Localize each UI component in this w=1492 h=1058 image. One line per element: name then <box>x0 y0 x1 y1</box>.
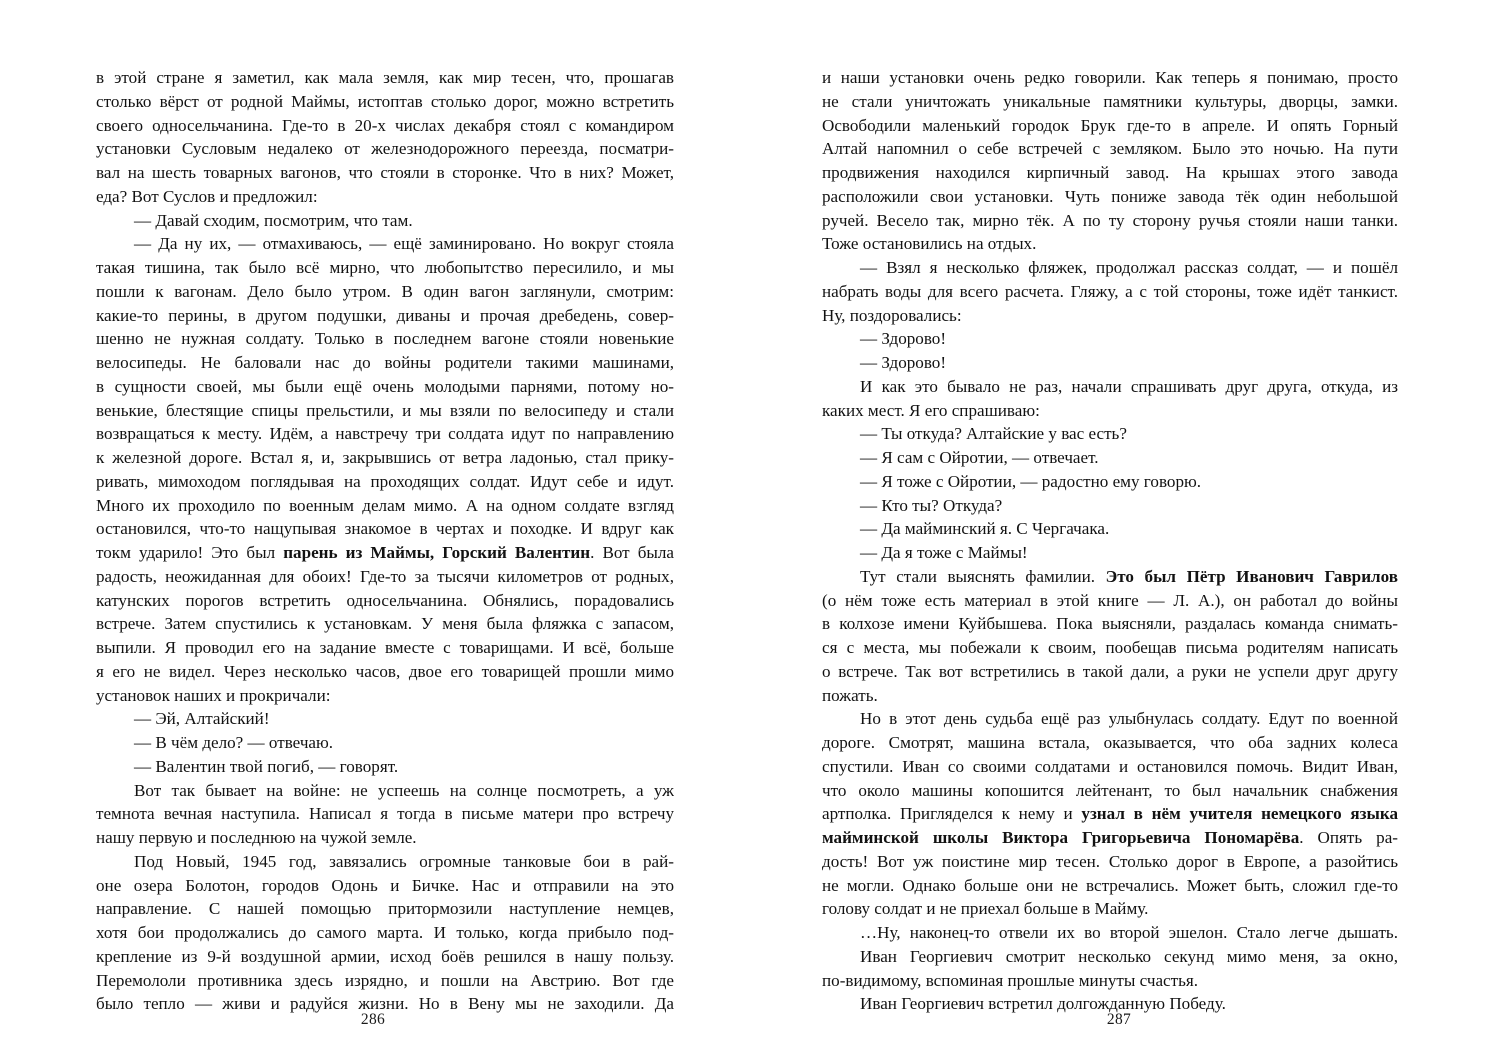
text-line: установки Сусловым недалеко от железнодорожного переезда, посматри- <box>96 139 674 159</box>
highlighted-name: парень из Маймы, Горский Валентин <box>283 543 591 562</box>
dialogue-line: — Я тоже с Ойротии, — радостно ему говорю. <box>860 471 1202 491</box>
dialogue-line: — Здорово! <box>860 353 947 372</box>
text-line: не стали уничтожать уникальные памятники культуры, дворцы, замки. <box>822 91 1398 111</box>
text-line: спустили. Иван со своими солдатами и остановился помочь. Видит Иван, <box>822 756 1398 776</box>
text-line: пожать. <box>822 685 878 705</box>
dialogue-line: — Да майминский я. С Чергачака. <box>860 519 1110 539</box>
text-line: ручей. Весело так, мирно тёк. А по ту сторону ручья стояли наши танки. <box>822 210 1398 230</box>
text-line: голову солдат и не приехал больше в Майму. <box>822 899 1149 919</box>
text-line: ривать, мимоходом поглядывая на проходящих солдат. Идут себе и идут. <box>96 471 674 491</box>
text-line: что около машины копошится лейтенант, то был начальник снабжения <box>822 780 1398 800</box>
text-line: набрать воды для всего расчета. Гляжу, а с той стороны, тоже идёт танкист. <box>822 281 1398 301</box>
text-line: Но в этот день судьба ещё раз улыбнулась солдату. Едут по военной <box>860 709 1398 729</box>
text-line-with-bold-name <box>96 541 674 565</box>
text-line: встрече. Затем спустились к установкам. У меня была фляжка с запасом, <box>96 614 674 634</box>
text-line: крепление из 9-й воздушной армии, исход боёв решился в нашу пользу. <box>96 946 674 966</box>
text-line: ся с места, мы побежали к своим, пообещав письма родителям написать <box>822 638 1398 657</box>
text-line-with-bold-name <box>822 826 1398 850</box>
text-line: выпили. Я проводил его на задание вместе с товарищами. И всё, больше <box>96 638 674 657</box>
text-line: своего односельчанина. Где-то в 20-х числах декабря стоял с командиром <box>96 115 674 135</box>
text-line: продвижения находился кирпичный завод. На крышах этого завода <box>822 163 1398 182</box>
line-prefix: Тут стали выяснять фамилии. <box>860 566 1106 586</box>
text-line: и наши установки очень редко говорили. Как теперь я понимаю, просто <box>822 68 1398 87</box>
text-line: установок наших и прокричали: <box>96 685 331 705</box>
text-line: к железной дороге. Встал я, и, закрывшись от ветра ладонью, стал прику- <box>96 448 674 467</box>
text-line: венькие, блестящие спицы прельстили, и мы взяли по велосипеду и стали <box>96 400 674 420</box>
text-line: велосипеды. Не баловали нас до войны родители такими машинами, <box>96 353 674 372</box>
dialogue-line: — В чём дело? — отвечаю. <box>134 733 334 752</box>
text-line: (о нём тоже есть материал в этой книге — Л. А.), он работал до войны <box>822 590 1398 610</box>
text-line: темнота вечная наступила. Написал я тогда в письме матери про встречу <box>96 804 674 824</box>
text-line: Иван Георгиевич смотрит несколько секунд мимо меня, за окно, <box>860 946 1398 966</box>
text-line: не могли. Однако больше они не встречались. Может быть, сложил где-то <box>822 875 1398 895</box>
page-right <box>746 0 1492 1058</box>
text-line: еда? Вот Суслов и предложил: <box>96 186 318 206</box>
text-line: было тепло — живи и радуйся жизни. Но в Вену мы не заходили. Да <box>96 994 674 1014</box>
text-line: в сущности своей, мы были ещё очень молодыми парнями, потому но- <box>96 376 674 396</box>
text-line: Вот так бывает на войне: не успеешь на солнце посмотреть, а уж <box>134 780 674 800</box>
dialogue-line: — Валентин твой погиб, — говорят. <box>134 756 399 776</box>
text-line: Тоже остановились на отдых. <box>822 234 1037 254</box>
text-line: направление. С нашей помощью притормозили наступление немцев, <box>96 899 674 919</box>
text-line: по-видимому, вспоминая прошлые минуты счастья. <box>822 970 1199 990</box>
text-line-with-bold-name <box>822 802 1398 826</box>
dialogue-line: — Кто ты? Откуда? <box>860 495 1003 515</box>
text-line: возвращаться к месту. Идём, а навстречу три солдата идут по направлению <box>96 424 674 444</box>
dialogue-line: — Эй, Алтайский! <box>134 709 270 729</box>
text-line: расположили свои установки. Чуть пониже завода тёк один небольшой <box>822 186 1398 206</box>
highlighted-name: майминской школы Виктора Григорьевича Пономарёва <box>822 828 1300 847</box>
text-line: Перемололи противника здесь изрядно, и пошли на Австрию. Вот где <box>96 970 674 990</box>
text-line: дороге. Смотрят, машина встала, оказывается, что оба задних колеса <box>822 733 1398 752</box>
line-suffix: . Опять ра- <box>1299 828 1398 847</box>
text-line: И как это бывало не раз, начали спрашивать друг друга, откуда, из <box>860 376 1398 396</box>
text-line: нашу первую и последнюю на чужой земле. <box>96 828 417 847</box>
dialogue-line: — Да ну их, — отмахиваюсь, — ещё заминировано. Но вокруг стояла <box>134 234 674 254</box>
text-line: каких мест. Я его спрашиваю: <box>822 400 1040 420</box>
text-line: шенно не нужная солдату. Только в последнем вагоне стояли новенькие <box>96 329 674 349</box>
text-line: оне озера Болотон, городов Одонь и Бичке. Нас и отправили на это <box>96 875 674 895</box>
page-number-left: 286 <box>360 1011 386 1028</box>
text-line: о встрече. Так вот встретились в такой дали, а руки не успели друг другу <box>822 661 1398 681</box>
highlighted-name: Это был Пётр Иванович Гаврилов <box>1105 566 1398 586</box>
text-line: какие-то перины, в другом подушки, диваны и прочая дребедень, совер- <box>96 305 674 325</box>
text-line: остановился, что-то нащупывая знакомое в чертах и походке. И вдруг как <box>96 519 674 539</box>
text-line-with-bold-name <box>822 565 1398 589</box>
text-line: …Ну, наконец-то отвели их во второй эшелон. Стало легче дышать. <box>860 923 1398 942</box>
dialogue-line: — Давай сходим, посмотрим, что там. <box>134 210 413 230</box>
dialogue-line: — Я сам с Ойротии, — отвечает. <box>860 448 1099 467</box>
line-prefix: артполка. Пригляделся к нему и <box>822 804 1082 824</box>
dialogue-line: — Да я тоже с Маймы! <box>860 543 1028 562</box>
right-page-textblock <box>822 66 1398 1016</box>
text-line: Алтай напомнил о себе встречей с земляком. Было это ночью. На пути <box>822 139 1398 159</box>
text-line: Много их проходило по военным делам мимо. А на одном солдате взгляд <box>96 495 674 515</box>
text-line: радость, неожиданная для обоих! Где-то за тысячи километров от родных, <box>96 566 674 586</box>
line-suffix: . Вот была <box>590 543 675 562</box>
text-line: в этой стране я заметил, как мала земля, как мир тесен, что, прошагав <box>96 68 674 87</box>
text-line: хотя бои продолжались до самого марта. И только, когда прибыло под- <box>96 923 674 942</box>
text-line: катунских порогов встретить односельчанина. Обнялись, порадовались <box>96 590 674 610</box>
text-line: Освободили маленький городок Брук где-то в апреле. И опять Горный <box>822 115 1398 135</box>
dialogue-line: — Ты откуда? Алтайские у вас есть? <box>860 424 1127 444</box>
page-number-right: 287 <box>1106 1011 1132 1028</box>
dialogue-line: — Взял я несколько фляжек, продолжал рассказ солдат, — и пошёл <box>860 258 1398 277</box>
left-page-textblock <box>96 66 674 1016</box>
text-line: Иван Георгиевич встретил долгожданную Победу. <box>860 994 1226 1014</box>
dialogue-line: — Здорово! <box>860 329 947 349</box>
text-line: столько вёрст от родной Маймы, истоптав столько дорог, можно встретить <box>96 91 674 111</box>
line-prefix: токм ударило! Это был <box>96 543 284 562</box>
text-line: дость! Вот уж поистине мир тесен. Столько дорог в Европе, а разойтись <box>822 851 1398 871</box>
text-line: Ну, поздоровались: <box>822 305 962 325</box>
highlighted-name: узнал в нём учителя немецкого языка <box>1081 804 1398 824</box>
text-line: в колхозе имени Куйбышева. Пока выясняли, раздалась команда снимать- <box>822 614 1398 634</box>
text-line: пошли к вагонам. Дело было утром. В один вагон заглянули, смотрим: <box>96 281 674 301</box>
text-line: я его не видел. Через несколько часов, двое его товарищей прошли мимо <box>96 661 674 681</box>
text-line: такая тишина, так было всё мирно, что любопытство пересилило, и мы <box>96 258 674 277</box>
text-line: вал на шесть товарных вагонов, что стояли в сторонке. Что в них? Может, <box>96 163 674 182</box>
text-line: Под Новый, 1945 год, завязались огромные танковые бои в рай- <box>134 851 674 871</box>
